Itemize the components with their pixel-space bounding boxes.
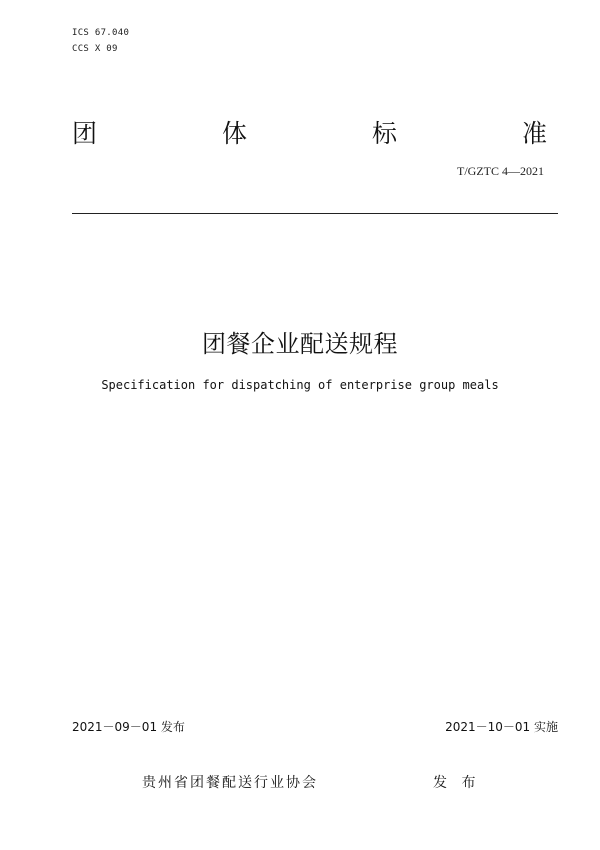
publisher-name: 贵州省团餐配送行业协会	[142, 775, 318, 791]
standard-type-char-3: 标	[372, 119, 398, 148]
standard-type-char-2: 体	[222, 119, 248, 148]
standard-type-char-4: 准	[522, 119, 548, 148]
header-divider	[72, 213, 558, 214]
ics-code: ICS 67.040	[72, 28, 130, 38]
publish-date: 2021－09－01 发布	[72, 720, 185, 734]
publish-label: 发 布	[433, 775, 481, 791]
effective-date: 2021－10－01 实施	[445, 720, 558, 734]
document-subtitle-en: Specification for dispatching of enterprise group meals	[101, 378, 499, 392]
standard-type-char-1: 团	[72, 119, 98, 148]
standard-number: T/GZTC 4—2021	[457, 164, 544, 178]
ccs-code: CCS X 09	[72, 44, 118, 54]
document-title: 团餐企业配送规程	[202, 330, 398, 358]
